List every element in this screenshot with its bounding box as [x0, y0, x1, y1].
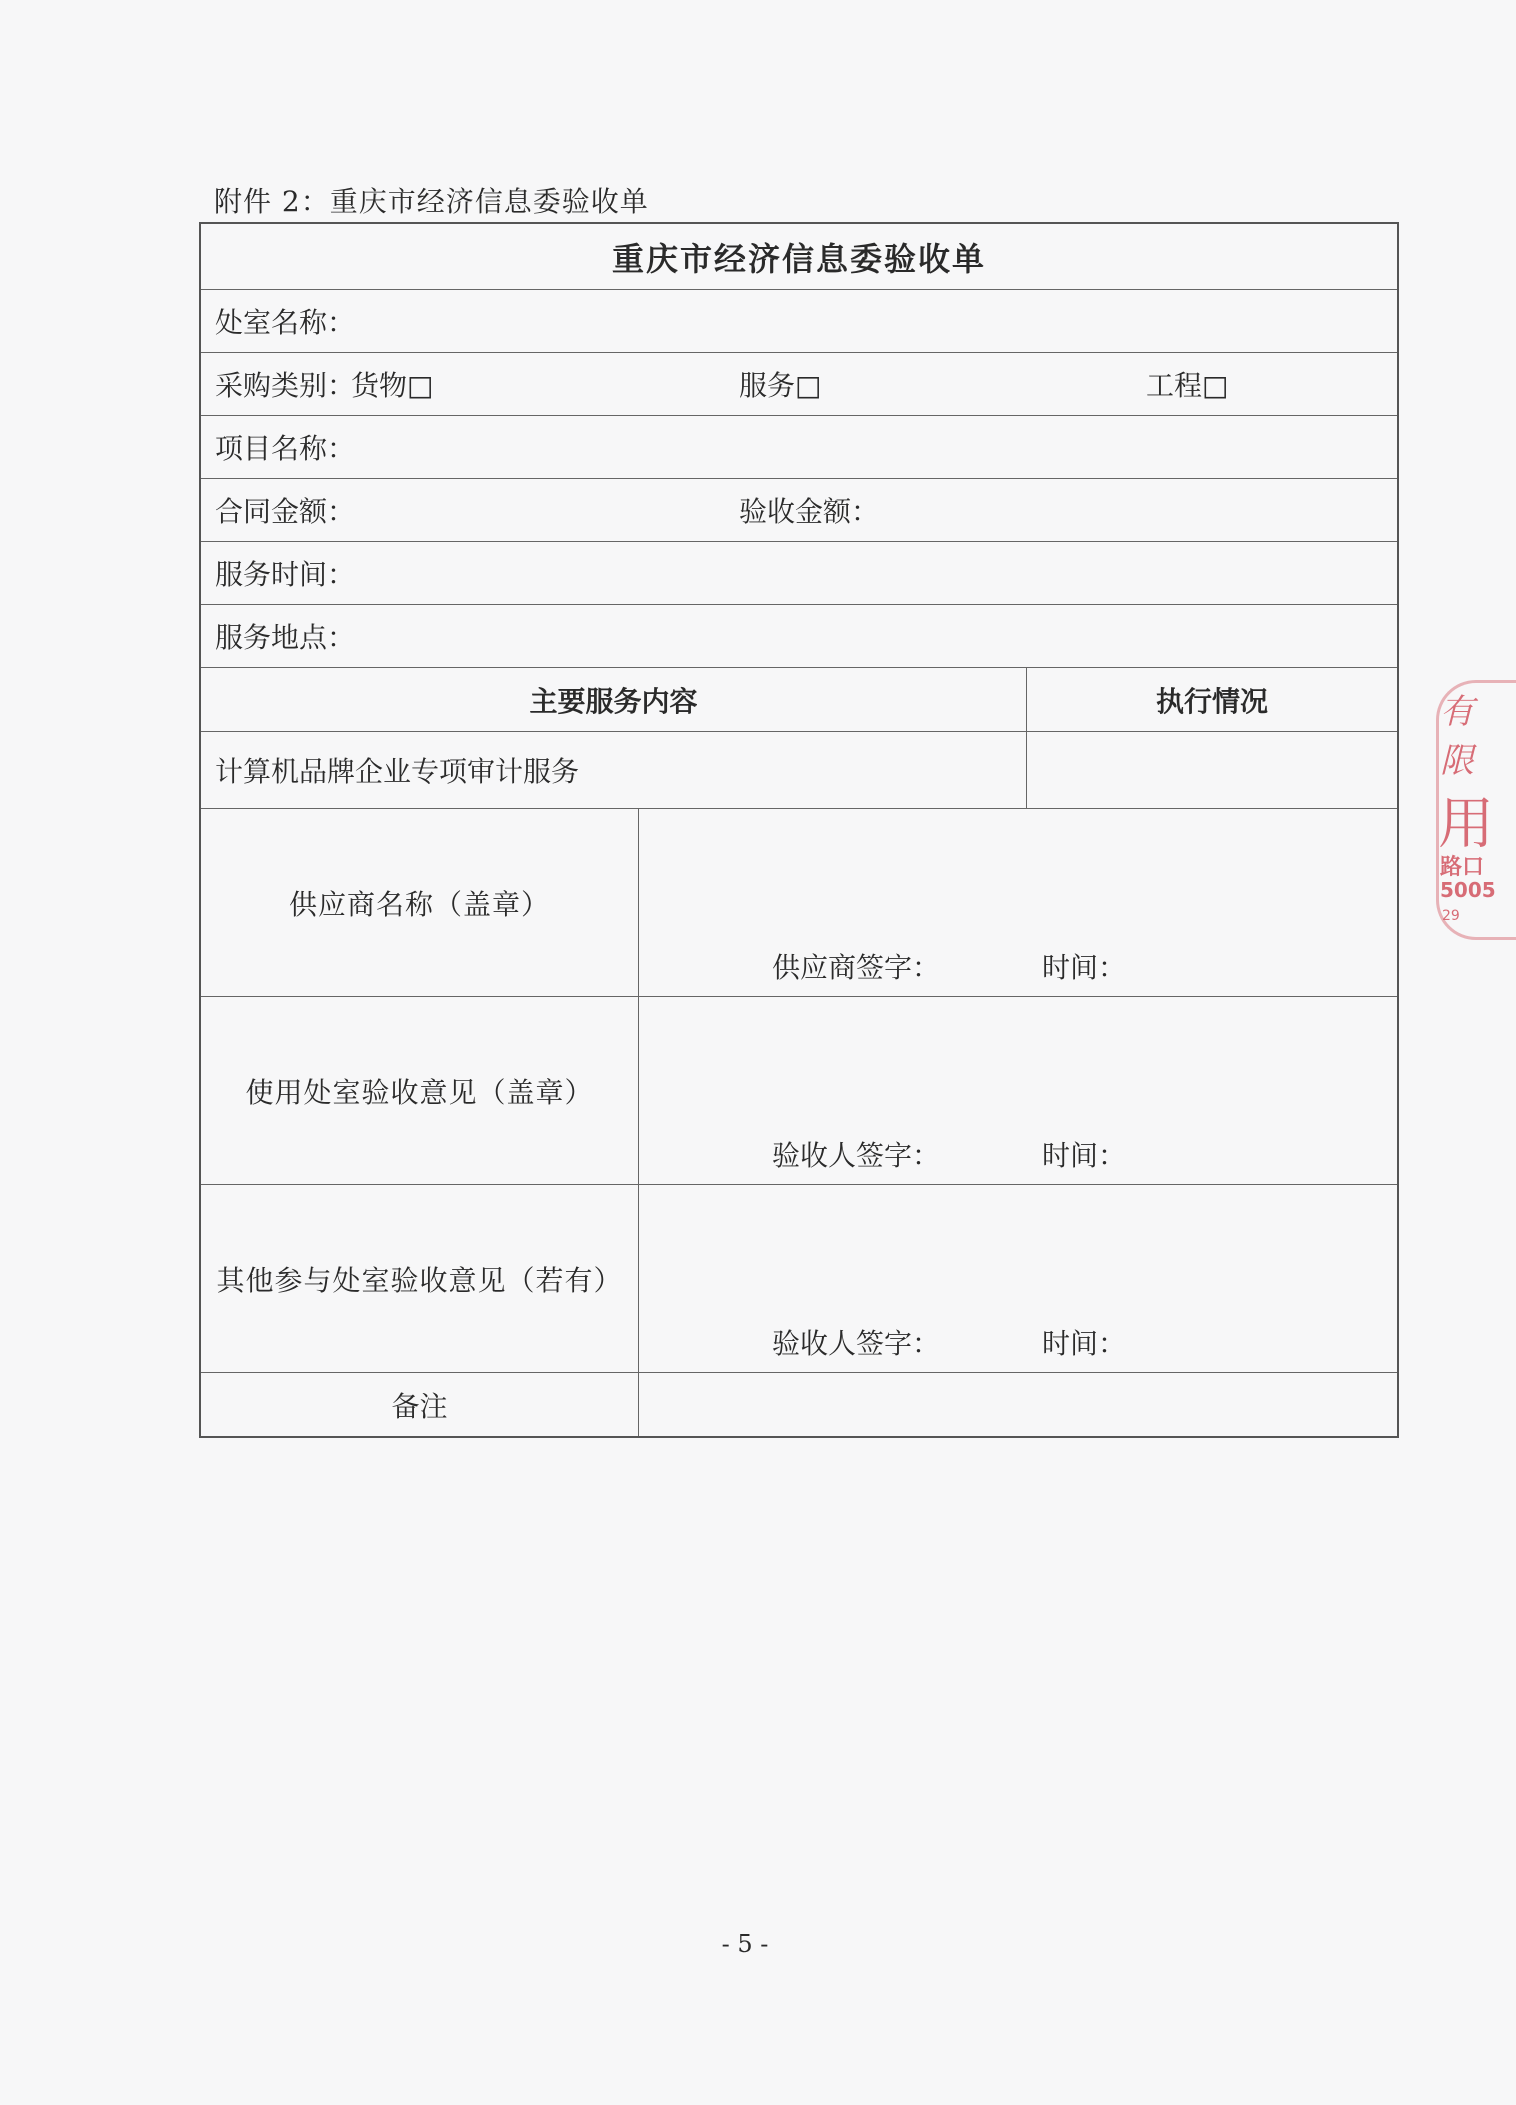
- acceptance-form: [199, 222, 1399, 1438]
- other-dept-acceptor-signature-label: 验收人签字：: [772, 1327, 941, 1360]
- project-name-label: 项目名称：: [215, 432, 356, 465]
- service-time-label: 服务时间：: [215, 558, 356, 591]
- other-dept-opinion-label: 其他参与处室验收意见（若有）: [201, 1185, 639, 1372]
- contract-amount-label: 合同金额：: [215, 495, 356, 528]
- supplier-row: [201, 809, 1397, 997]
- seal-text-3: 路口: [1440, 855, 1485, 880]
- attachment-label: 附件 2：重庆市经济信息委验收单: [214, 185, 649, 218]
- procurement-category-label: 采购类别：: [215, 369, 356, 402]
- supplier-signature-label: 供应商签字：: [772, 951, 941, 984]
- page-number: - 5 -: [721, 1930, 769, 1958]
- procurement-category-row: [201, 353, 1397, 416]
- supplier-signature-cell[interactable]: [639, 809, 1397, 996]
- form-title: 重庆市经济信息委验收单: [201, 224, 1397, 290]
- main-service-content-header: 主要服务内容: [201, 668, 1027, 731]
- department-label: 处室名称：: [215, 306, 356, 339]
- using-dept-opinion-label: 使用处室验收意见（盖章）: [201, 997, 639, 1184]
- supplier-name-label: 供应商名称（盖章）: [201, 809, 639, 996]
- using-dept-row: [201, 997, 1397, 1185]
- other-dept-signature-cell[interactable]: [639, 1185, 1397, 1372]
- execution-status-cell[interactable]: [1027, 732, 1397, 808]
- remarks-row: [201, 1373, 1397, 1436]
- using-dept-acceptor-signature-label: 验收人签字：: [772, 1139, 941, 1172]
- seal-text-5: 29: [1442, 908, 1460, 924]
- category-services-checkbox[interactable]: 服务□: [739, 369, 822, 402]
- seal-text-4: 5005: [1440, 878, 1496, 902]
- project-name-row: [201, 416, 1397, 479]
- seal-text-2: 用: [1438, 792, 1494, 857]
- service-location-label: 服务地点：: [215, 621, 356, 654]
- department-row: [201, 290, 1397, 353]
- service-location-row: [201, 605, 1397, 668]
- remarks-label: 备注: [201, 1373, 639, 1436]
- service-content-row: [201, 732, 1397, 809]
- category-goods-checkbox[interactable]: 货物□: [351, 369, 434, 402]
- category-engineering-checkbox[interactable]: 工程□: [1146, 369, 1229, 402]
- service-time-row: [201, 542, 1397, 605]
- supplier-time-label: 时间：: [1042, 951, 1127, 984]
- acceptance-amount-label: 验收金额：: [739, 495, 880, 528]
- execution-status-header: 执行情况: [1155, 684, 1268, 718]
- content-header-row: [201, 668, 1397, 732]
- amount-row: [201, 479, 1397, 542]
- seal-text-1: 有限: [1440, 692, 1474, 781]
- service-content-value: 计算机品牌企业专项审计服务: [201, 732, 1027, 808]
- using-dept-signature-cell[interactable]: [639, 997, 1397, 1184]
- other-dept-time-label: 时间：: [1042, 1327, 1127, 1360]
- other-dept-row: [201, 1185, 1397, 1373]
- red-seal-stamp: [1436, 680, 1496, 980]
- using-dept-time-label: 时间：: [1042, 1139, 1127, 1172]
